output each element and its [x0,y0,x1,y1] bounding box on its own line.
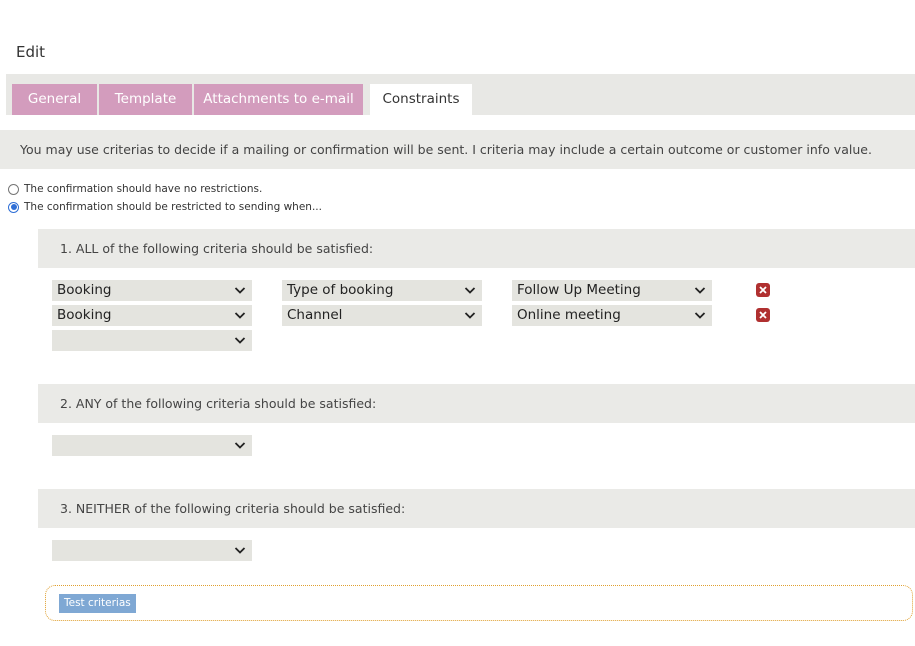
radio-button[interactable] [8,184,19,195]
section-any-title: 2. ANY of the following criteria should be satisfied: [60,396,377,411]
chevron-down-icon [464,309,476,321]
new-criteria-select-any[interactable] [52,435,252,456]
chevron-down-icon [234,439,246,451]
radio-label: The confirmation should be restricted to sending when... [24,201,322,213]
close-icon [759,286,767,294]
chevron-down-icon [694,284,706,296]
criteria-attribute-select[interactable] [282,305,482,326]
delete-criteria-button[interactable] [756,308,770,322]
chevron-down-icon [694,309,706,321]
tab-template[interactable]: Template [99,84,192,115]
radio-label: The confirmation should have no restrictions. [24,183,263,195]
select-value: Booking [57,282,112,298]
select-value: Online meeting [517,307,621,323]
section-neither-title: 3. NEITHER of the following criteria should be satisfied: [60,501,406,516]
tab-bar [6,74,915,115]
select-value: Channel [287,307,343,323]
tab-constraints[interactable]: Constraints [370,84,472,115]
test-criteria-button[interactable]: Test criterias [59,594,136,613]
info-text: You may use criterias to decide if a mailing or confirmation will be sent. I criteria may include a certain outcome or customer info value. [20,142,872,157]
chevron-down-icon [234,284,246,296]
select-value: Booking [57,307,112,323]
info-banner [0,130,915,169]
test-criteria-panel [45,585,913,621]
tab-attachments[interactable]: Attachments to e-mail [194,84,363,115]
delete-criteria-button[interactable] [756,283,770,297]
radio-restricted[interactable] [8,199,322,215]
select-value: Follow Up Meeting [517,282,641,298]
section-any-heading [38,384,915,423]
criteria-field-select[interactable] [52,305,252,326]
section-all-heading [38,229,915,268]
select-value: Type of booking [287,282,394,298]
section-neither-heading [38,489,915,528]
radio-no-restrictions[interactable] [8,181,262,197]
new-criteria-select-neither[interactable] [52,540,252,561]
close-icon [759,311,767,319]
criteria-attribute-select[interactable] [282,280,482,301]
chevron-down-icon [234,309,246,321]
criteria-value-select[interactable] [512,305,712,326]
new-criteria-select-all[interactable] [52,330,252,351]
section-all-title: 1. ALL of the following criteria should be satisfied: [60,241,374,256]
page-title: Edit [16,43,46,61]
chevron-down-icon [234,544,246,556]
chevron-down-icon [464,284,476,296]
criteria-field-select[interactable] [52,280,252,301]
radio-button[interactable] [8,202,19,213]
tab-general[interactable]: General [12,84,97,115]
criteria-value-select[interactable] [512,280,712,301]
chevron-down-icon [234,334,246,346]
